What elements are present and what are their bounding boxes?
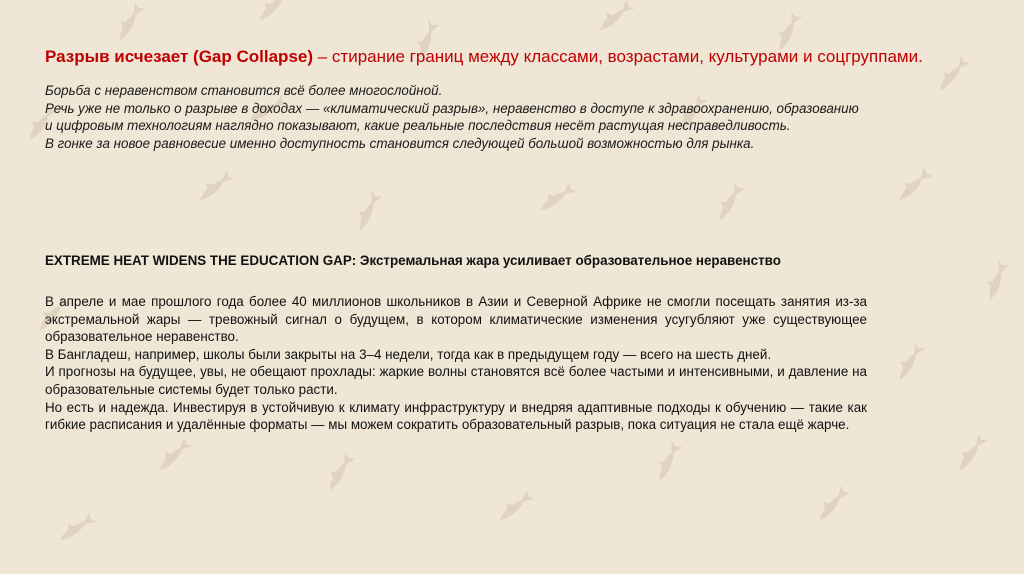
body-paragraph: Но есть и надежда. Инвестируя в устойчивую к климату инфраструктуру и внедряя адаптивные подходы к обучению — такие как гибкие расписания и удалённые форматы — мы можем сократить образовательный разрыв, пока ситуация не стала ещё жарче.	[45, 399, 867, 433]
section-body	[45, 293, 867, 434]
intro-line: и цифровым технологиям наглядно показывают, какие реальные последствия несёт растущая несправедливость.	[45, 118, 791, 133]
body-paragraph: В апреле и мае прошлого года более 40 миллионов школьников в Азии и Северной Африке не смогли посещать занятия из-за экстремальной жары — тревожный сигнал о будущем, в котором климатические изменения усугубляют уже существующее образовательное неравенство.	[45, 294, 867, 345]
section-title: EXTREME HEAT WIDENS THE EDUCATION GAP: Экстремальная жара усиливает образовательное неравенство	[45, 253, 781, 268]
intro-line: Борьба с неравенством становится всё более многослойной.	[45, 83, 443, 98]
intro-line: Речь уже не только о разрыве в доходах — «климатический разрыв», неравенство в доступе к здравоохранению, образованию	[45, 100, 859, 116]
slide-content	[45, 46, 975, 152]
heading-rest: – стирание границ между классами, возрастами, культурами и соцгруппами.	[313, 47, 923, 66]
body-paragraph: И прогнозы на будущее, увы, не обещают прохлады: жаркие волны становятся всё более частыми и интенсивными, и давление на образовательные системы будет только расти.	[45, 364, 867, 397]
body-paragraph: В Бангладеш, например, школы были закрыты на 3–4 недели, тогда как в предыдущем году — всего на шесть дней.	[45, 346, 772, 362]
heading-bold: Разрыв исчезает (Gap Collapse)	[45, 47, 314, 66]
intro-block	[45, 82, 970, 152]
intro-line: В гонке за новое равновесие именно доступность становится следующей большой возможностью для рынка.	[45, 135, 755, 151]
slide-heading	[45, 46, 945, 68]
